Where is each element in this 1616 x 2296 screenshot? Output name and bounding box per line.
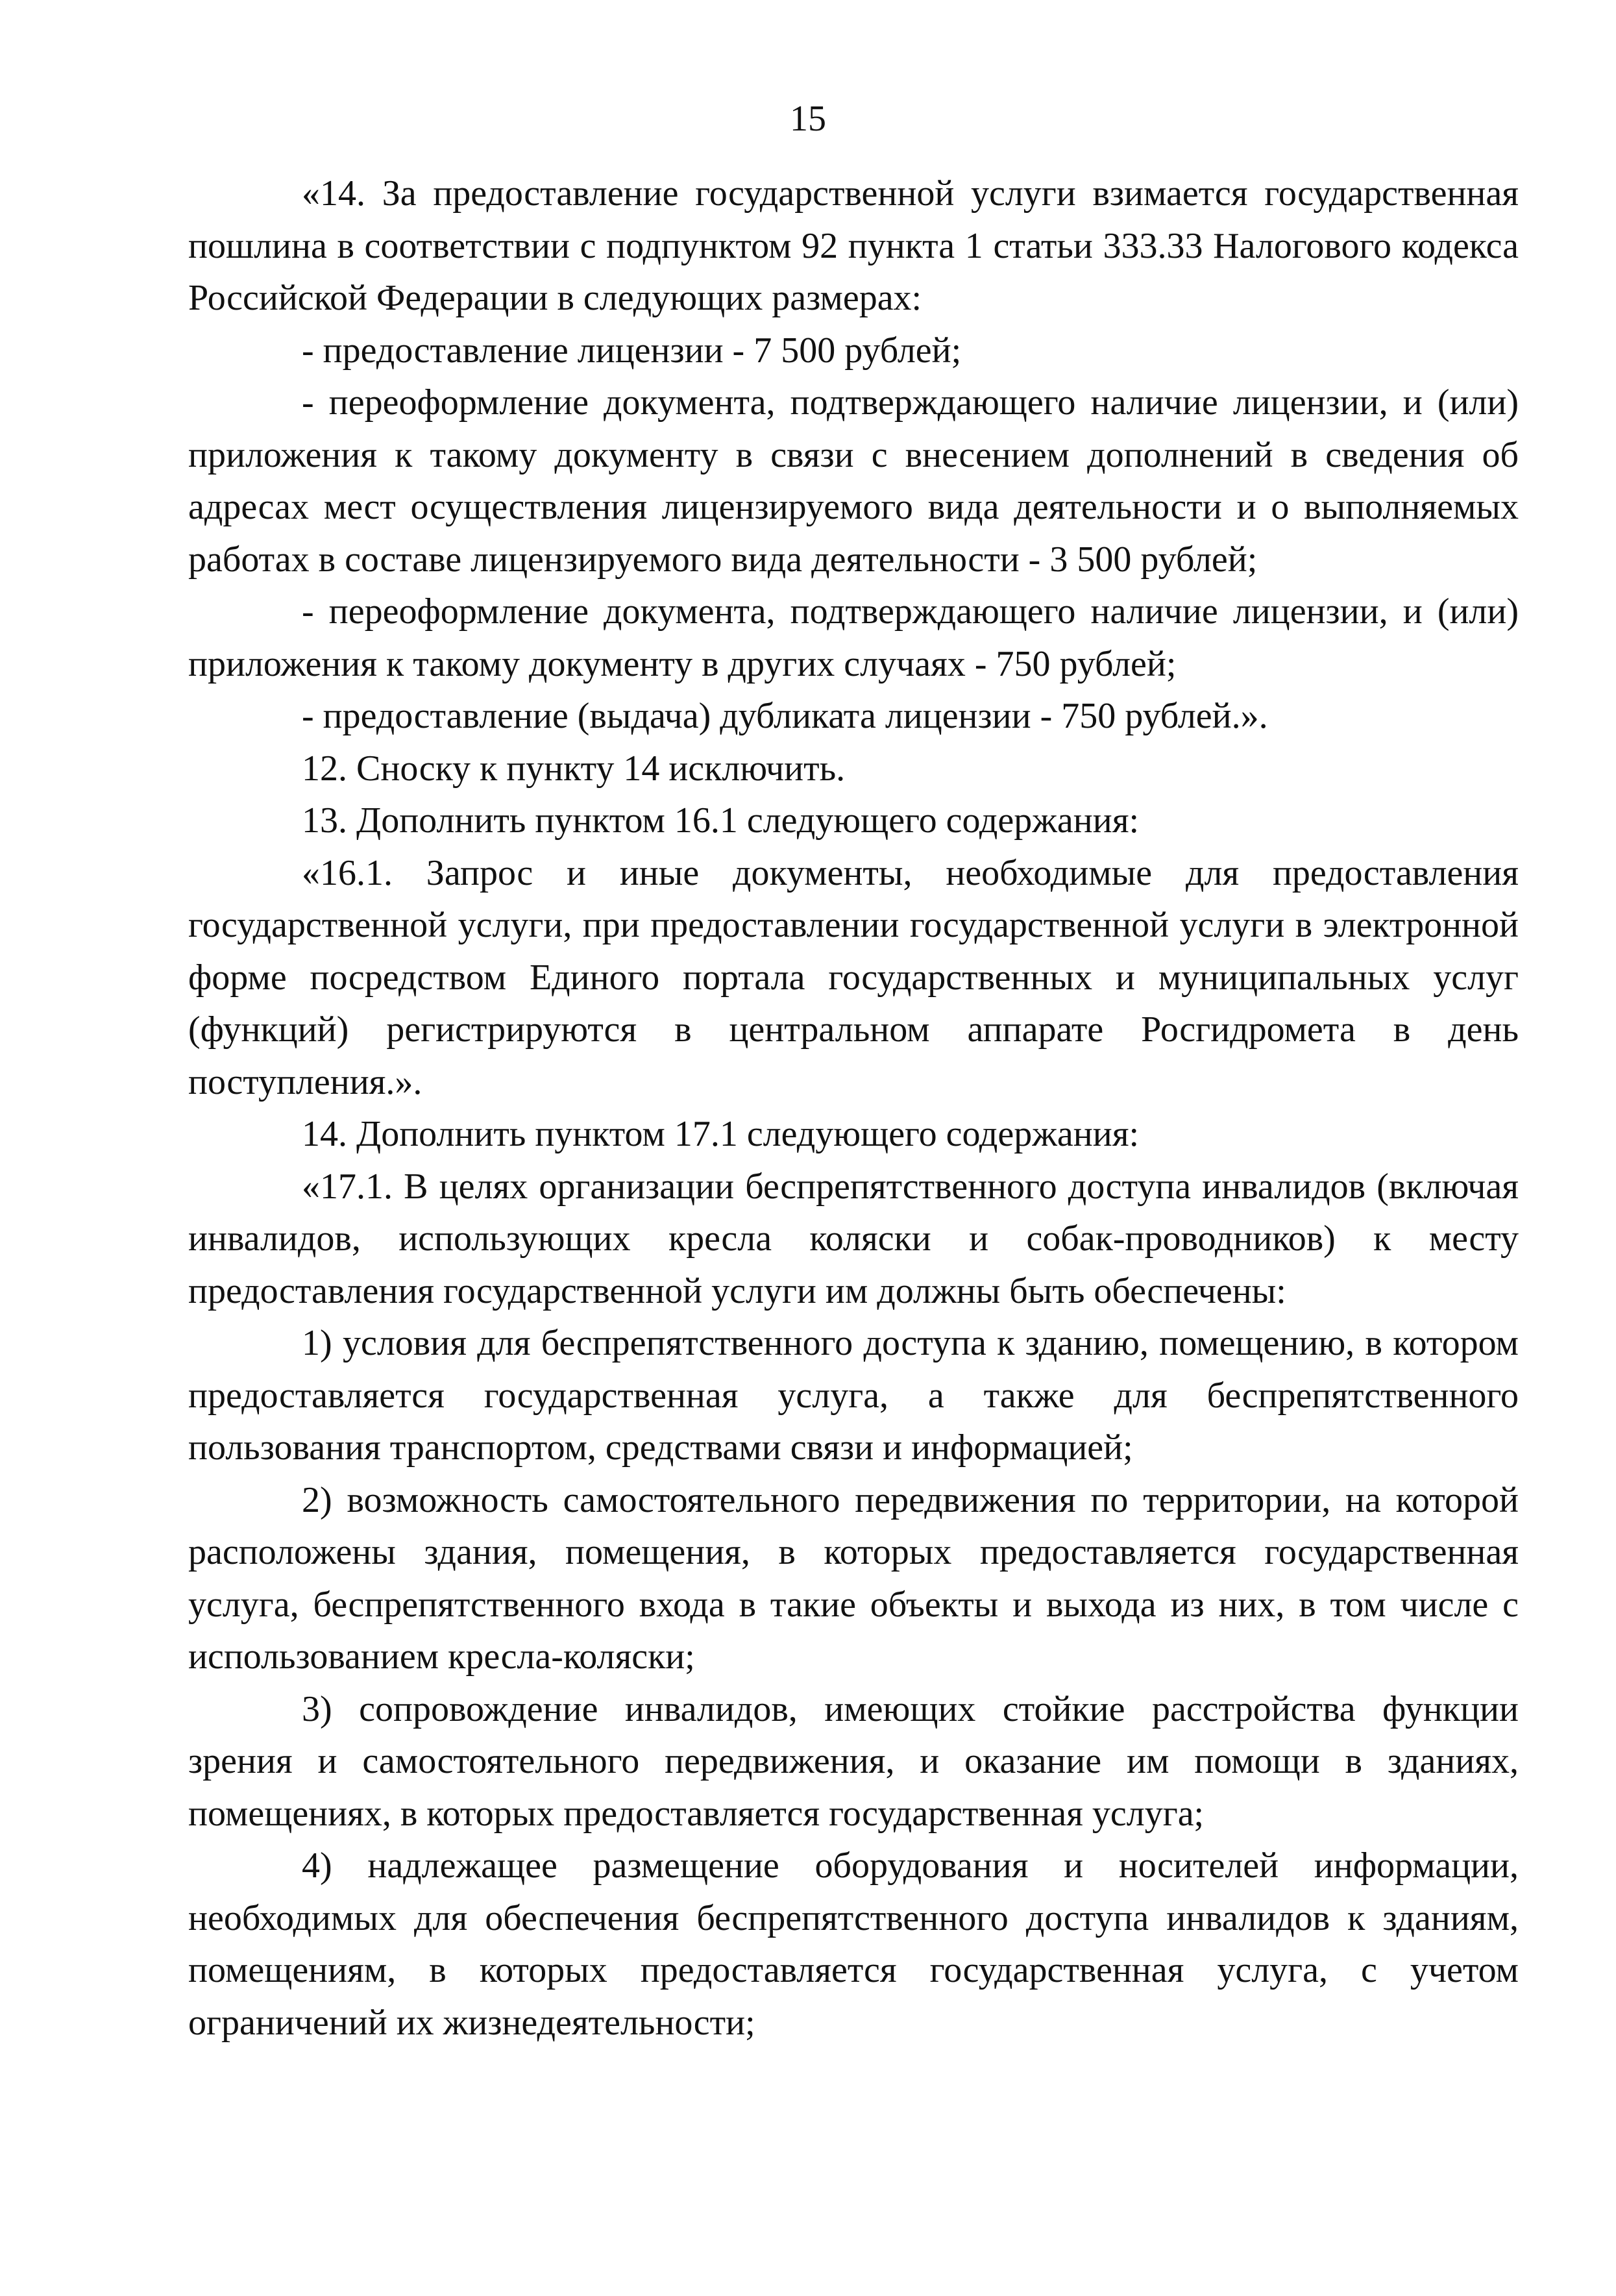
paragraph-item-16-1: «16.1. Запрос и иные документы, необходимые для предоставления государственной услуги, при предоставлении государственной услуги в электронной форме посредством Единого портала государственных и муниципальных услуг (функций) регистрируются в центральном аппарате Росгидромета в день поступления.». [188,852,1519,1102]
paragraph-license-grant-fee: - предоставление лицензии - 7 500 рублей; [302,330,962,371]
paragraph-amendment-14: 14. Дополнить пунктом 17.1 следующего содержания: [302,1114,1140,1154]
paragraph-list-item-4: 4) надлежащее размещение оборудования и носителей информации, необходимых для обеспечения беспрепятственного доступа инвалидов к зданиям, помещениям, в которых предоставляется государственная услуга, с учетом ограничений их жизнедеятельности; [188,1845,1519,2043]
paragraph-reissue-addresses-fee: - переоформление документа, подтверждающего наличие лицензии, и (или) приложения к такому документу в связи с внесением дополнений в сведения об адресах мест осуществления лицензируемого вида деятельности и о выполняемых работах в составе лицензируемого вида деятельности - 3 500 рублей; [188,382,1519,580]
paragraph-list-item-2: 2) возможность самостоятельного передвижения по территории, на которой расположены здания, помещения, в которых предоставляется государственная услуга, беспрепятственного входа в такие объекты и выхода из них, в том числе с использованием кресла-коляски; [188,1479,1519,1677]
paragraph-item-14-fee: «14. За предоставление государственной услуги взимается государственная пошлина в соответствии с подпунктом 92 пункта 1 статьи 333.33 Налогового кодекса Российской Федерации в следующих размерах: [188,173,1519,318]
document-body [188,167,1519,2049]
paragraph-list-item-3: 3) сопровождение инвалидов, имеющих стойкие расстройства функции зрения и самостоятельного передвижения, и оказание им помощи в зданиях, помещениях, в которых предоставляется государственная услуга; [188,1688,1519,1834]
paragraph-amendment-13: 13. Дополнить пунктом 16.1 следующего содержания: [302,800,1140,841]
paragraph-amendment-12: 12. Сноску к пункту 14 исключить. [302,748,846,789]
paragraph-list-item-1: 1) условия для беспрепятственного доступа к зданию, помещению, в котором предоставляется государственная услуга, а также для беспрепятственного пользования транспортом, средствами связи и информацией; [188,1323,1519,1468]
page-number: 15 [790,99,826,139]
paragraph-reissue-other-fee: - переоформление документа, подтверждающего наличие лицензии, и (или) приложения к такому документу в других случаях - 750 рублей; [188,591,1519,684]
paragraph-item-17-1: «17.1. В целях организации беспрепятственного доступа инвалидов (включая инвалидов, использующих кресла коляски и собак-проводников) к месту предоставления государственной услуги им должны быть обеспечены: [188,1166,1519,1311]
paragraph-duplicate-fee: - предоставление (выдача) дубликата лицензии - 750 рублей.». [302,696,1268,736]
